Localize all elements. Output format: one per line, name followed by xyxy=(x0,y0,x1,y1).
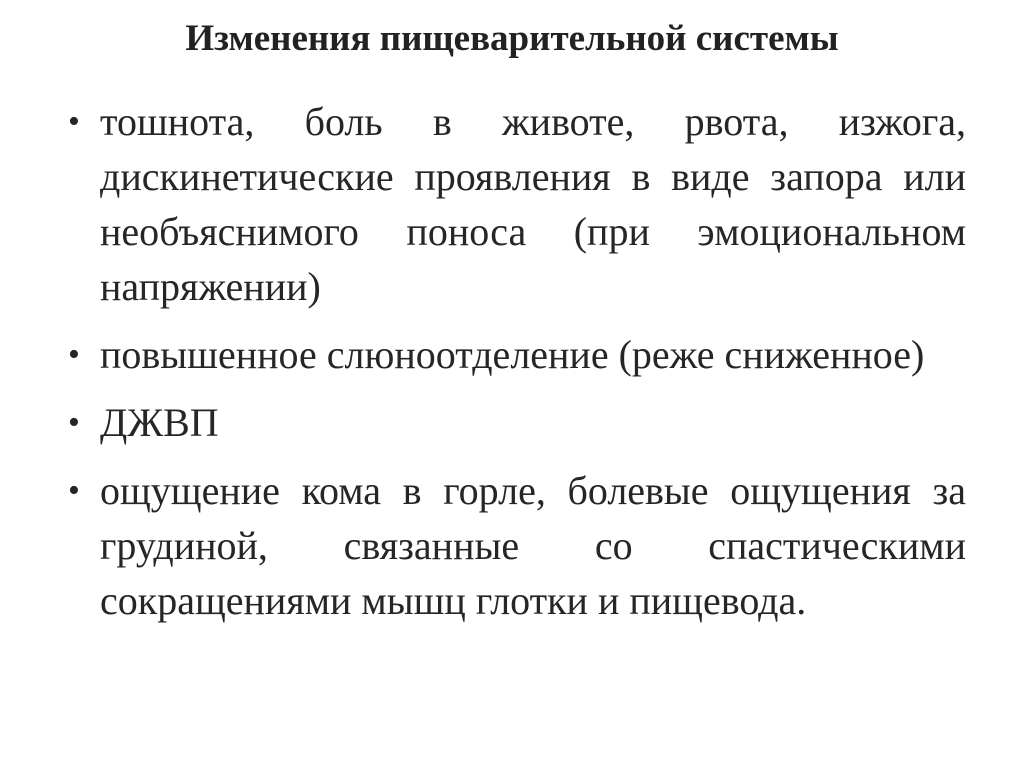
slide-title: Изменения пищеварительной системы xyxy=(185,18,839,59)
bullet-item xyxy=(56,94,966,314)
bullet-icon: • xyxy=(68,103,80,140)
bullet-text: ощущение кома в горле, болевые ощущения за грудиной, связанные со спастическими сокращениями мышц глотки и пищевода. xyxy=(100,468,966,623)
bullet-item xyxy=(56,395,966,450)
bullet-item xyxy=(56,463,966,628)
bullet-icon: • xyxy=(68,336,80,373)
bullet-text: ДЖВП xyxy=(100,400,219,445)
bullet-text: тошнота, боль в животе, рвота, изжога, дискинетические проявления в виде запора или необъяснимого поноса (при эмоциональном напряжении) xyxy=(100,99,966,309)
bullet-list xyxy=(56,94,966,641)
bullet-icon: • xyxy=(68,472,80,509)
bullet-text: повышенное слюноотделение (реже сниженное) xyxy=(100,332,925,377)
bullet-icon: • xyxy=(68,404,80,441)
bullet-item xyxy=(56,327,966,382)
